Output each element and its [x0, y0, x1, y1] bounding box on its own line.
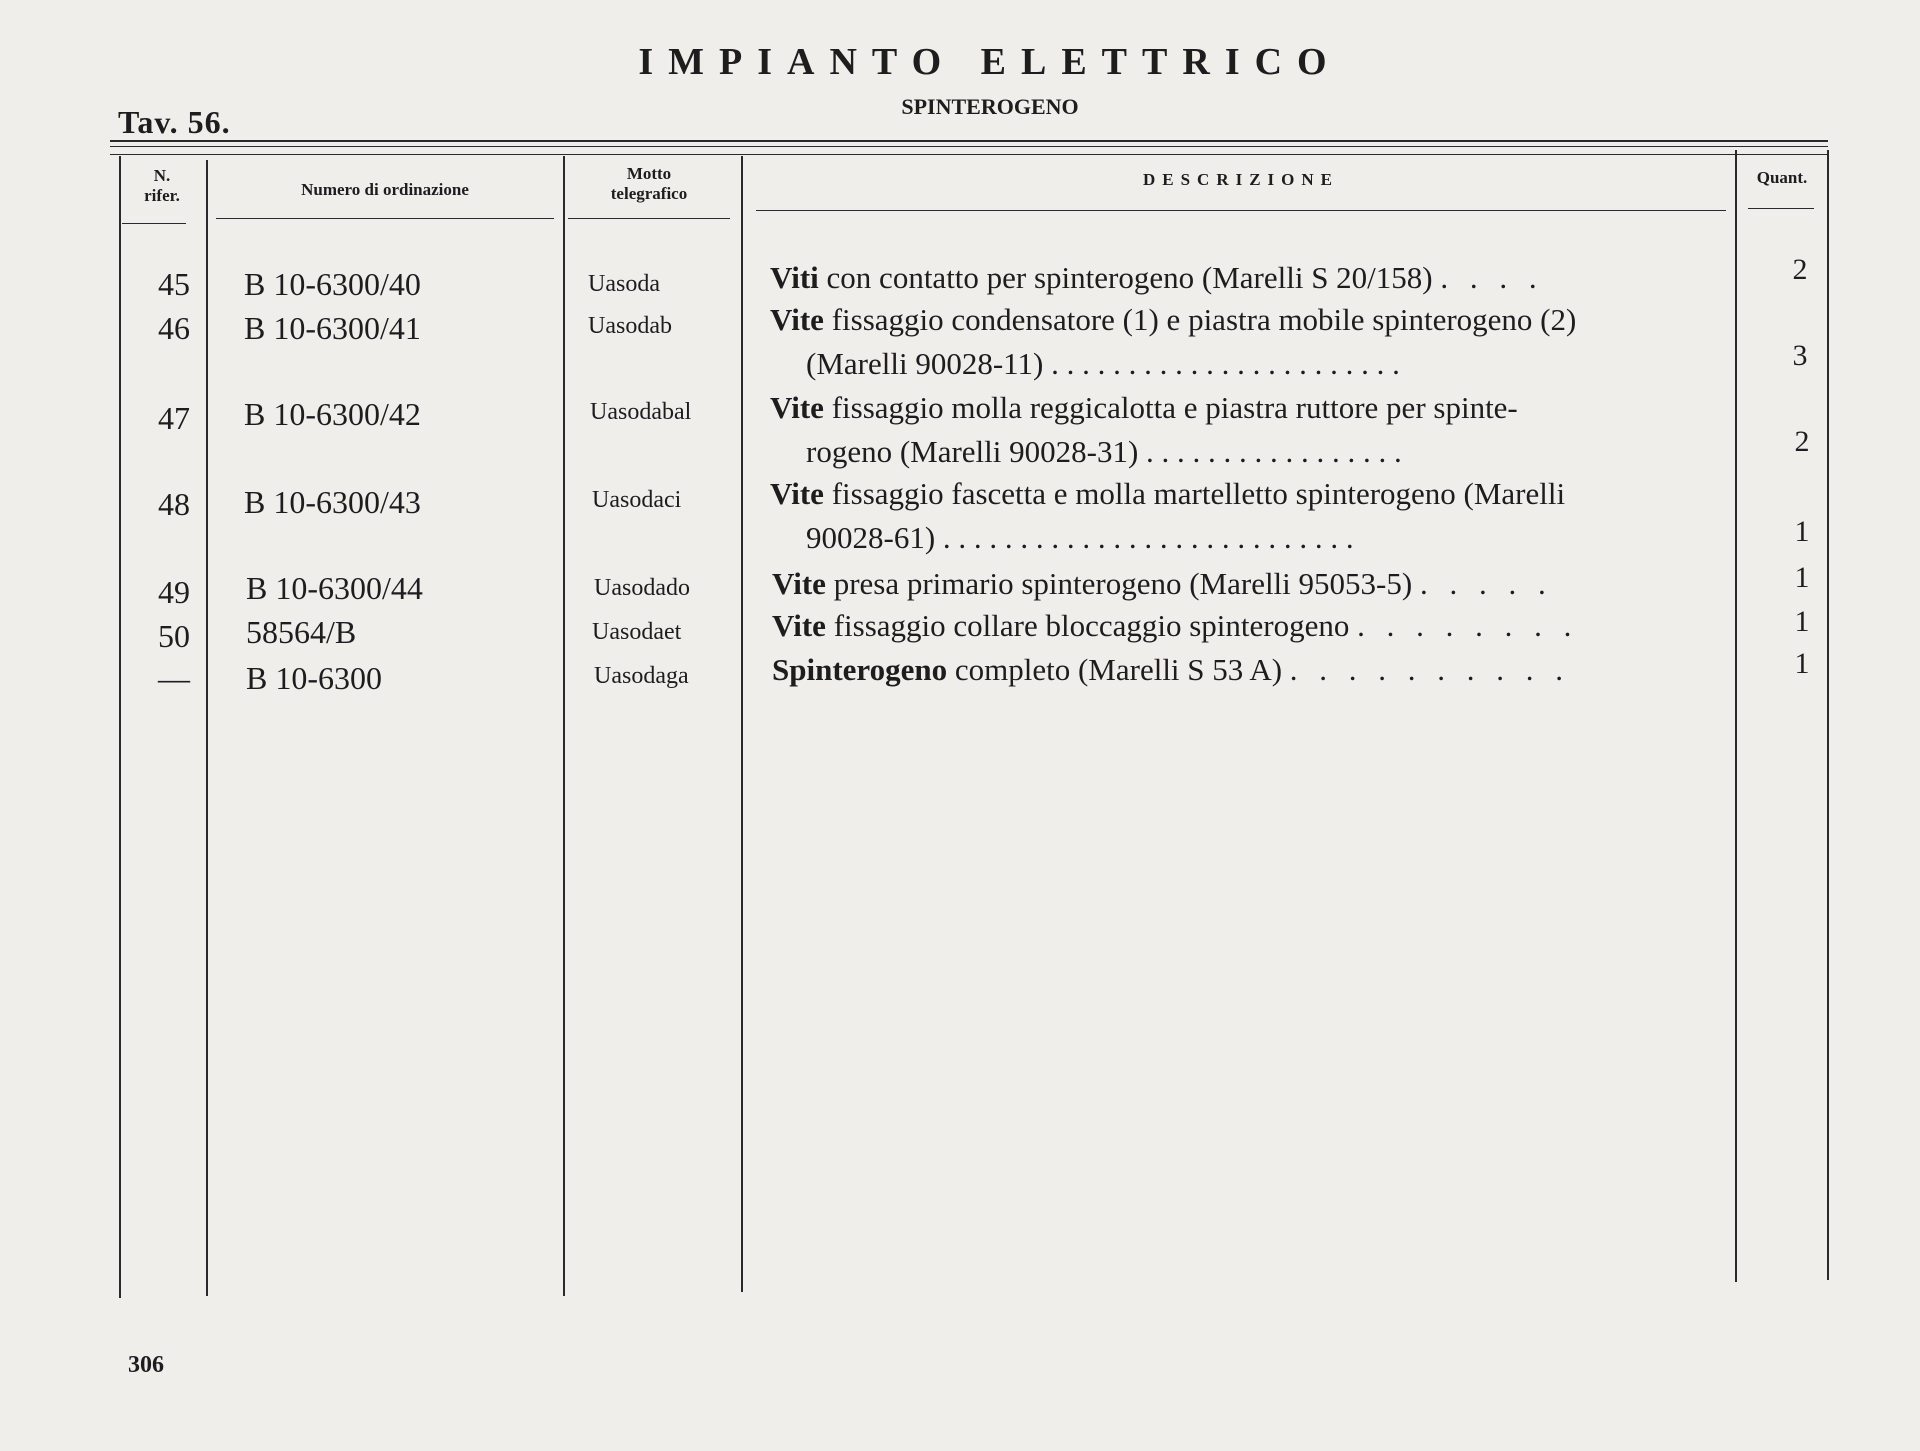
- header-motto-line1: Motto: [626, 164, 672, 183]
- description-lead: Vite: [770, 476, 824, 511]
- page-subtitle: SPINTEROGENO: [901, 94, 1079, 119]
- row-order-number: B 10-6300/44: [246, 570, 423, 606]
- description-text: completo (Marelli S 53 A): [954, 652, 1283, 687]
- description-lead: Vite: [770, 302, 824, 337]
- row-order-number: B 10-6300/42: [244, 396, 421, 432]
- row-order-number: B 10-6300/41: [244, 310, 421, 346]
- header-underline-ref: [122, 223, 186, 224]
- column-divider-motto: [741, 156, 743, 1292]
- row-quantity: 1: [1794, 647, 1810, 680]
- header-underline-qty: [1748, 208, 1814, 209]
- row-description: [770, 386, 1730, 474]
- row-ref: —: [158, 660, 190, 696]
- row-description: [772, 604, 1730, 648]
- row-quantity: 3: [1792, 339, 1808, 372]
- description-text: fissaggio condensatore (1) e piastra mobile spinterogeno (2): [831, 302, 1577, 337]
- row-ref: 45: [158, 266, 190, 302]
- page-title: IMPIANTO ELETTRICO: [638, 41, 1342, 83]
- column-divider-desc: [1735, 150, 1737, 1282]
- row-description: [770, 256, 1730, 300]
- row-quantity: 2: [1792, 253, 1808, 286]
- header-quantity: Quant.: [1756, 168, 1808, 187]
- header-underline-desc: [756, 210, 1726, 211]
- row-motto: Uasodab: [588, 313, 672, 339]
- row-description: [772, 648, 1730, 692]
- description-text: fissaggio fascetta e molla martelletto spinterogeno (Marelli: [831, 476, 1566, 511]
- row-order-number: B 10-6300: [246, 660, 382, 696]
- header-ref-line1: N.: [153, 166, 171, 185]
- table-top-rule-3: [110, 154, 1828, 155]
- column-divider-ref: [206, 160, 208, 1296]
- header-underline-motto: [568, 218, 730, 219]
- description-dots: . . . .: [1440, 260, 1544, 295]
- description-lead: Vite: [772, 608, 826, 643]
- description-lead: Vite: [770, 390, 824, 425]
- row-order-number: B 10-6300/40: [244, 266, 421, 302]
- row-motto: Uasoda: [588, 271, 660, 297]
- row-description: [770, 298, 1730, 386]
- row-quantity: 2: [1794, 425, 1810, 458]
- row-motto: Uasodaci: [592, 487, 682, 513]
- description-lead: Spinterogeno: [772, 652, 948, 687]
- row-ref: 47: [158, 400, 190, 436]
- table-label: Tav. 56.: [118, 104, 231, 140]
- description-lead: Viti: [770, 260, 819, 295]
- row-ref: 49: [158, 574, 190, 610]
- row-quantity: 1: [1794, 561, 1810, 594]
- row-description: [772, 562, 1730, 606]
- description-text: con contatto per spinterogeno (Marelli S 20/158): [826, 260, 1433, 295]
- header-description: DESCRIZIONE: [1142, 170, 1340, 189]
- row-description: [770, 472, 1730, 560]
- header-order: Numero di ordinazione: [301, 180, 469, 199]
- table-top-rule: [110, 140, 1828, 142]
- description-lead: Vite: [772, 566, 826, 601]
- description-continuation: rogeno (Marelli 90028-31) . . . . . . . . . . . . . . . . .: [806, 434, 1402, 469]
- row-ref: 48: [158, 486, 190, 522]
- header-motto: [568, 164, 730, 204]
- description-continuation: (Marelli 90028-11) . . . . . . . . . . . . . . . . . . . . . . .: [806, 346, 1400, 381]
- page-number: 306: [128, 1352, 164, 1378]
- description-text: fissaggio molla reggicalotta e piastra ruttore per spinte-: [831, 390, 1518, 425]
- column-divider-order: [563, 156, 565, 1296]
- description-dots: . . . . . . . . . .: [1289, 652, 1571, 687]
- row-ref: 50: [158, 618, 190, 654]
- row-ref: 46: [158, 310, 190, 346]
- header-ref-line2: rifer.: [144, 186, 180, 205]
- description-text: fissaggio collare bloccaggio spinterogeno: [833, 608, 1350, 643]
- row-quantity: 1: [1794, 605, 1810, 638]
- row-order-number: B 10-6300/43: [244, 484, 421, 520]
- column-divider-right: [1827, 150, 1829, 1280]
- row-motto: Uasodaet: [592, 619, 682, 645]
- header-underline-order: [216, 218, 554, 219]
- table-top-rule-2: [110, 146, 1828, 147]
- header-motto-line2: telegrafico: [610, 184, 688, 203]
- row-motto: Uasodado: [594, 575, 690, 601]
- row-motto: Uasodaga: [594, 663, 689, 689]
- description-dots: . . . . . . . .: [1357, 608, 1579, 643]
- row-motto: Uasodabal: [590, 399, 692, 425]
- description-text: presa primario spinterogeno (Marelli 95053-5): [833, 566, 1413, 601]
- header-ref: [122, 166, 202, 206]
- description-dots: . . . . .: [1419, 566, 1553, 601]
- description-continuation: 90028-61) . . . . . . . . . . . . . . . . . . . . . . . . . . .: [806, 520, 1354, 555]
- row-quantity: 1: [1794, 515, 1810, 548]
- row-order-number: 58564/B: [246, 614, 357, 650]
